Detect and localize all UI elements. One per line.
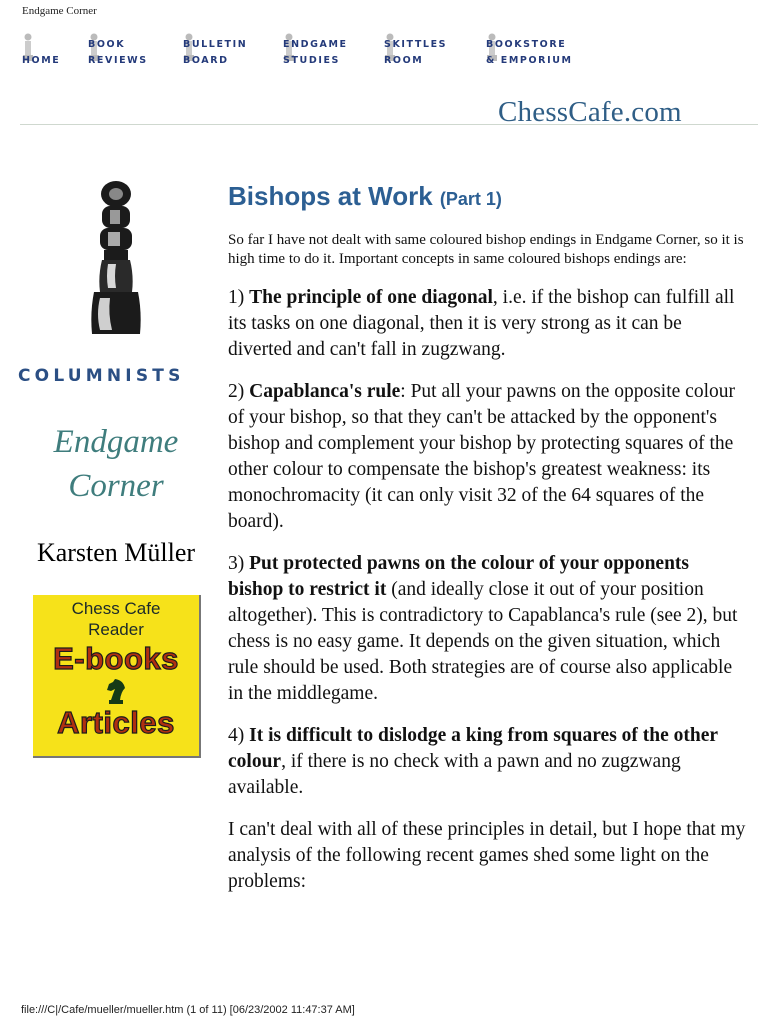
- principle-title: Put protected pawns on the colour of your opponents bishop to restrict it: [228, 553, 689, 600]
- nav-skittles-room[interactable]: [382, 32, 462, 72]
- top-navigation: [0, 0, 768, 80]
- principle-text: , i.e. if the bishop can fulfill all its tasks on one diagonal, then it is very strong as it can be diverted and can't fall in zugzwang.: [228, 287, 735, 360]
- principle-text: (and ideally close it out of your position altogether). This is contradictory to Capablanca's rule (see 2), but chess is no easy game. It depends on the given situation, which rule should be used. Both strategies are of course also applicable in the middlegame.: [228, 579, 738, 704]
- ebooks-banner-line1: Chess Cafe: [71, 599, 161, 618]
- author-name: Karsten Müller: [36, 538, 196, 567]
- principle-text: : Put all your pawns on the opposite colour of your bishop, so that they can't be attacked by the opponent's bishop and complement your bishop by protecting squares of the other colour to compensate the bishop's greatest weakness: its monochromacity (it can only visit 32 of the 64 squares of the board).: [228, 381, 735, 532]
- principle-title: It is difficult to dislodge a king from squares of the other colour: [228, 725, 718, 772]
- principle-number: 3): [228, 553, 250, 574]
- columnists-label[interactable]: COLUMNISTS: [18, 366, 185, 386]
- nav-bookstore[interactable]: [484, 32, 584, 72]
- principle-title: Capablanca's rule: [249, 381, 401, 402]
- ebooks-banner-line4: Articles: [57, 705, 175, 740]
- nav-bulletin-board-label-1[interactable]: BULLETIN: [183, 39, 248, 50]
- ebooks-banner-line2: Reader: [88, 620, 144, 639]
- footer-file-path: file:///C|/Cafe/mueller/mueller.htm (1 of 11) [06/23/2002 11:47:37 AM]: [21, 1004, 355, 1016]
- nav-bookstore-label-1[interactable]: BOOKSTORE: [486, 39, 567, 50]
- principle-number: 2): [228, 381, 250, 402]
- nav-book-reviews-label-2[interactable]: REVIEWS: [88, 55, 148, 66]
- chesscafe-logo[interactable]: ChessCafe.com: [498, 96, 682, 128]
- nav-book-reviews[interactable]: [86, 32, 166, 72]
- ebooks-banner-line3: E-books: [53, 641, 179, 676]
- article-title-part: (Part 1): [439, 189, 502, 209]
- article-title-text: Bishops at Work: [228, 181, 433, 211]
- ebooks-banner[interactable]: [33, 595, 201, 758]
- nav-endgame-studies-label-2[interactable]: STUDIES: [283, 55, 340, 66]
- nav-book-reviews-label-1[interactable]: BOOK: [88, 39, 126, 50]
- column-title-line1: Endgame: [53, 424, 179, 460]
- nav-home-label[interactable]: HOME: [22, 55, 61, 66]
- nav-endgame-studies[interactable]: [281, 32, 361, 72]
- nav-skittles-room-label-1[interactable]: SKITTLES: [384, 39, 448, 50]
- principle-title: The principle of one diagonal: [249, 287, 493, 308]
- article: [228, 176, 748, 895]
- principle-text: , if there is no check with a pawn and no zugzwang available.: [228, 751, 681, 798]
- article-intro: So far I have not dealt with same coloured bishop endings in Endgame Corner, so it is high time to do it. Important concepts in same coloured bishops endings are:: [228, 232, 744, 267]
- principle-3: [228, 551, 748, 707]
- page-header: Endgame Corner: [22, 5, 97, 17]
- nav-bookstore-label-2[interactable]: & EMPORIUM: [486, 55, 573, 66]
- nav-skittles-room-label-2[interactable]: ROOM: [384, 55, 424, 66]
- chess-piece-icon: [86, 180, 146, 340]
- nav-endgame-studies-label-1[interactable]: ENDGAME: [283, 39, 348, 50]
- column-title: [0, 420, 232, 508]
- principle-2: [228, 379, 748, 535]
- header-divider: [20, 124, 758, 125]
- nav-home[interactable]: [20, 32, 80, 72]
- principle-number: 1): [228, 287, 250, 308]
- knight-icon: [101, 676, 131, 706]
- article-title: [228, 176, 748, 219]
- principle-4: [228, 723, 748, 801]
- principle-1: [228, 285, 748, 363]
- column-title-line2: Corner: [68, 468, 164, 504]
- nav-bulletin-board-label-2[interactable]: BOARD: [183, 55, 229, 66]
- nav-bulletin-board[interactable]: [181, 32, 261, 72]
- principle-number: 4): [228, 725, 250, 746]
- closing-paragraph: I can't deal with all of these principles in detail, but I hope that my analysis of the following recent games shed some light on the problems:: [228, 819, 746, 892]
